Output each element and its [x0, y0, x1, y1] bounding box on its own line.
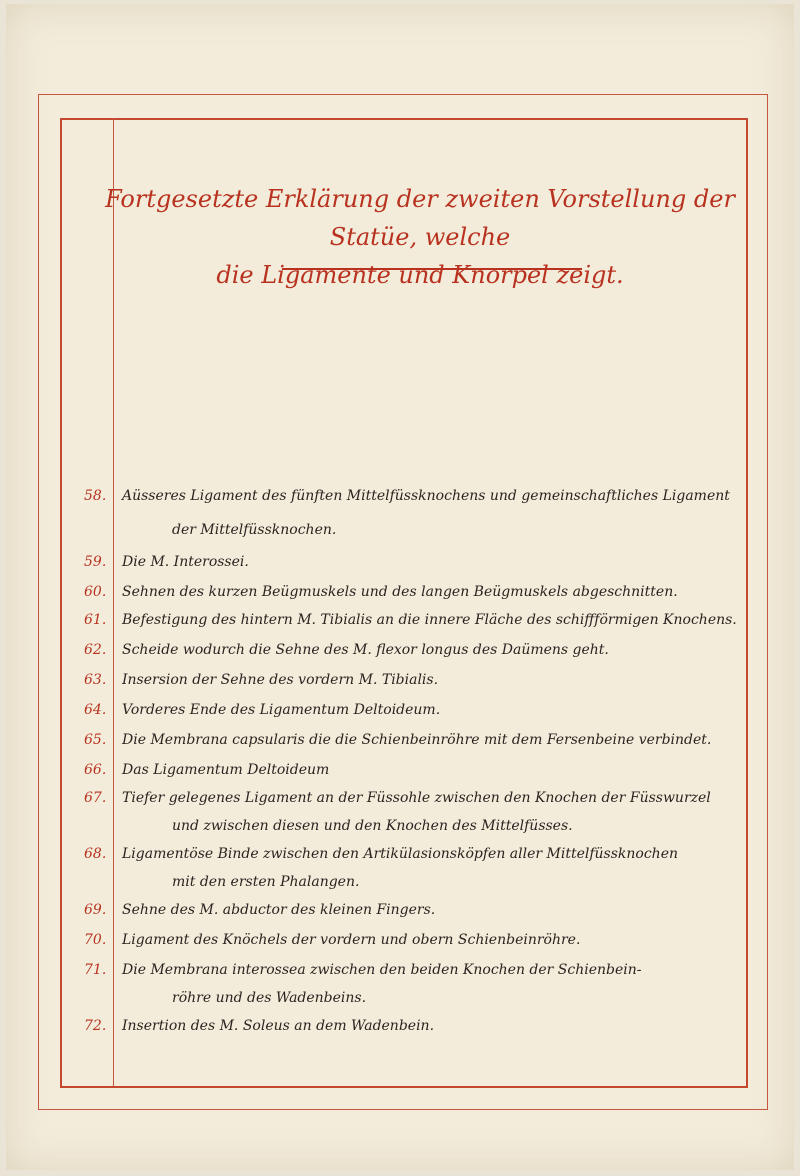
- entry-number: 60.: [84, 584, 107, 600]
- entry-text-continued: der Mittelfüssknochen.: [172, 522, 337, 538]
- entry-text: Vorderes Ende des Ligamentum Deltoideum.: [122, 702, 441, 718]
- entry-number: 61.: [84, 612, 107, 628]
- entry-text: Sehnen des kurzen Beügmuskels und des langen Beügmuskels abgeschnitten.: [122, 584, 678, 600]
- entry-text: Insersion der Sehne des vordern M. Tibialis.: [122, 672, 439, 688]
- entry-number: 58.: [84, 488, 107, 504]
- entry-number: 64.: [84, 702, 107, 718]
- entry-text-continued: mit den ersten Phalangen.: [172, 874, 360, 890]
- entry-number: 69.: [84, 902, 107, 918]
- title-line-1: Fortgesetzte Erklärung der zweiten Vorstellung der Statüe, welche: [105, 185, 735, 251]
- entry-number: 66.: [84, 762, 107, 778]
- entry-text: Ligament des Knöchels der vordern und obern Schienbeinröhre.: [122, 932, 581, 948]
- entry-number: 71.: [84, 962, 107, 978]
- entry-text: Scheide wodurch die Sehne des M. flexor longus des Daümens geht.: [122, 642, 609, 658]
- entry-text-continued: und zwischen diesen und den Knochen des Mittelfüsses.: [172, 818, 573, 834]
- entry-number: 72.: [84, 1018, 107, 1034]
- entry-text: Die Membrana interossea zwischen den beiden Knochen der Schienbein-: [122, 962, 642, 978]
- entry-number: 68.: [84, 846, 107, 862]
- entry-number: 62.: [84, 642, 107, 658]
- entry-text: Die M. Interossei.: [122, 554, 249, 570]
- entry-number: 67.: [84, 790, 107, 806]
- entry-number: 65.: [84, 732, 107, 748]
- entry-text: Insertion des M. Soleus an dem Wadenbein.: [122, 1018, 435, 1034]
- title-line-2: die Ligamente und Knorpel zeigt.: [216, 261, 624, 289]
- entry-number: 59.: [84, 554, 107, 570]
- entry-text: Aüsseres Ligament des fünften Mittelfüssknochens und gemeinschaftliches Ligament: [122, 488, 730, 504]
- entry-text: Sehne des M. abductor des kleinen Fingers.: [122, 902, 436, 918]
- entry-text: Die Membrana capsularis die die Schienbeinröhre mit dem Fersenbeine verbindet.: [122, 732, 712, 748]
- entry-number: 63.: [84, 672, 107, 688]
- entry-text: Das Ligamentum Deltoideum: [122, 762, 330, 778]
- entry-text: Befestigung des hintern M. Tibialis an die innere Fläche des schiffförmigen Knochens.: [122, 612, 737, 628]
- entry-text: Tiefer gelegenes Ligament an der Füssohle zwischen den Knochen der Füsswurzel: [122, 790, 711, 806]
- entry-number: 70.: [84, 932, 107, 948]
- entry-text: Ligamentöse Binde zwischen den Artikülasionsköpfen aller Mittelfüssknochen: [122, 846, 679, 862]
- entry-text-continued: röhre und des Wadenbeins.: [172, 990, 367, 1006]
